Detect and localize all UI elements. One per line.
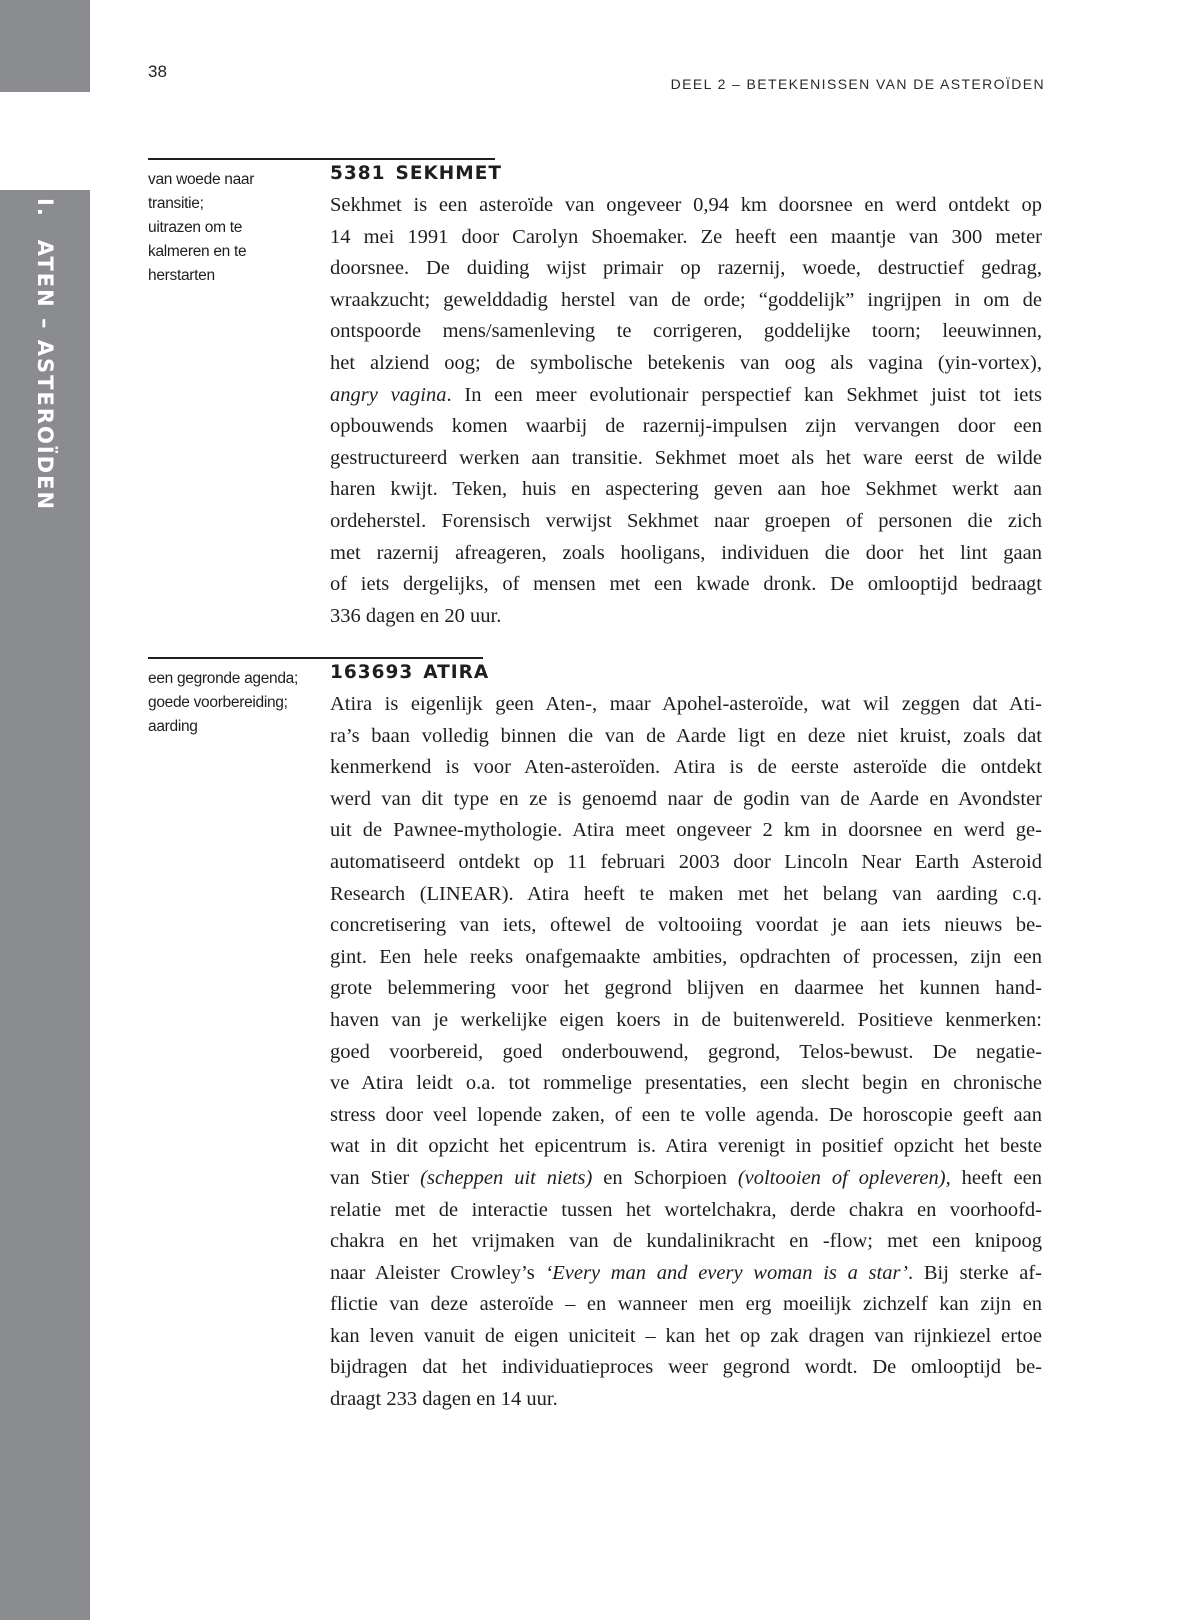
margin-note [148,667,308,739]
entry-divider [148,158,495,160]
chapter-side-tab [0,190,90,1620]
body-line: ve Atira leidt o.a. tot rommelige presentaties, een slecht begin en chronische [330,1072,1042,1095]
running-head: DEEL 2 – BETEKENISSEN VAN DE ASTEROÏDEN [670,76,1045,92]
entry-name: ATIRA [423,662,490,683]
body-line: haven van je werkelijke eigen koers in de buitenwereld. Positieve kenmerken: [330,1008,1042,1031]
body-line: uit de Pawnee-mythologie. Atira meet ongeveer 2 km in doorsnee en werd ge- [330,819,1042,842]
body-line: angry vagina. In een meer evolutionair perspectief kan Sekhmet juist tot iets [330,383,1043,406]
body-line: stress door veel lopende zaken, of een te volle agenda. De horoscopie geeft aan [330,1103,1042,1126]
entry-body [330,190,1042,632]
body-line: kan leven vanuit de eigen uniciteit – kan het op zak dragen van rijnkiezel ertoe [330,1324,1042,1347]
entry-title [330,661,1042,685]
entry-number: 5381 [330,163,386,184]
margin-note-line: herstarten [148,267,215,284]
body-line: Atira is eigenlijk geen Aten-, maar Apohel-asteroïde, wat wil zeggen dat Ati- [330,693,1042,715]
body-line: doorsnee. De duiding wijst primair op razernij, woede, destructief gedrag, [330,257,1042,280]
chapter-label: ATEN – ASTEROÏDEN [33,239,57,512]
body-line: concretisering van iets, oftewel de voltooiing voordat je aan iets nieuws be- [330,914,1042,937]
body-line: ra’s baan volledig binnen die van de Aarde ligt en deze niet kruist, zoals dat [330,724,1042,747]
body-line: kenmerkend is voor Aten-asteroïden. Atira is de eerste asteroïde die ontdekt [330,756,1042,779]
body-line: wat in dit opzicht het epicentrum is. Atira verenigt in positief opzicht het beste [330,1135,1042,1158]
margin-note-line: uitrazen om te [148,219,243,236]
margin-note-line: transitie; [148,195,204,212]
body-line: naar Aleister Crowley’s ‘Every man and every woman is a star’. Bij sterke af- [330,1261,1043,1284]
body-line: ordeherstel. Forensisch verwijst Sekhmet naar groepen of personen die zich [330,509,1042,532]
body-line: 336 dagen en 20 uur. [330,604,502,627]
body-line: grote belemmering voor het gegrond blijven en daarmee het kunnen hand- [330,977,1042,1000]
margin-note-line: een gegronde agenda; [148,670,299,687]
body-line: haren kwijt. Teken, huis en aspectering geven aan hoe Sekhmet werkt aan [330,478,1042,501]
body-line: relatie met de interactie tussen het wortelchakra, derde chakra en voorhoofd- [330,1198,1042,1221]
body-line: gint. Een hele reeks onafgemaakte ambities, opdrachten of processen, zijn een [330,945,1042,968]
entry-number: 163693 [330,662,414,683]
body-line: ontspoorde mens/samenleving te corrigeren, goddelijke toorn; leeuwinnen, [330,320,1042,343]
chapter-side-tab-text [33,190,57,511]
body-line: draagt 233 dagen en 14 uur. [330,1388,558,1411]
body-line: van Stier (scheppen uit niets) en Schorpioen (voltooien of opleveren), heeft een [330,1166,1042,1189]
entry-divider [148,657,483,659]
body-line: Sekhmet is een asteroïde van ongeveer 0,94 km doorsnee en werd ontdekt op [330,194,1042,216]
body-line: opbouwends komen waarbij de razernij-impulsen zijn vervangen door een [330,415,1042,438]
margin-note [148,168,308,288]
entry-title [330,162,1042,186]
entry-body [330,689,1042,1416]
margin-note-line: van woede naar [148,171,255,188]
margin-note-line: kalmeren en te [148,243,247,260]
body-line: flictie van deze asteroïde – en wanneer men erg moeilijk zichzelf kan zijn en [330,1293,1042,1316]
body-line: Research (LINEAR). Atira heeft te maken met het belang van aarding c.q. [330,882,1042,905]
margin-note-line: goede voorbereiding; [148,694,288,711]
body-line: gestructureerd werken aan transitie. Sekhmet moet als het ware eerst de wilde [330,446,1042,469]
body-line: 14 mei 1991 door Carolyn Shoemaker. Ze heeft een maantje van 300 meter [330,225,1042,248]
body-line: wraakzucht; gewelddadig herstel van de orde; “goddelijk” ingrijpen in om de [330,288,1042,311]
body-line: met razernij afreageren, zoals hooligans, individuen die door het lint gaan [330,541,1042,564]
body-line: goed voorbereid, goed onderbouwend, gegrond, Telos-bewust. De negatie- [330,1040,1042,1063]
entry-name: SEKHMET [395,163,502,184]
entry-main-column [330,162,1042,632]
header-tab-block [0,0,90,92]
body-line: chakra en het vrijmaken van de kundalinikracht en -flow; met een knipoog [330,1230,1042,1253]
body-line: automatiseerd ontdekt op 11 februari 2003 door Lincoln Near Earth Asteroid [330,850,1042,873]
body-line: het alziend oog; de symbolische betekenis van oog als vagina (yin-vortex), [330,351,1042,374]
body-line: bijdragen dat het individuatieproces weer gegrond wordt. De omlooptijd be- [330,1356,1042,1379]
body-line: of iets dergelijks, of mensen met een kwade dronk. De omlooptijd bedraagt [330,573,1042,596]
page-number: 38 [148,62,167,81]
margin-note-line: aarding [148,718,198,735]
body-line: werd van dit type en ze is genoemd naar de godin van de Aarde en Avondster [330,787,1042,810]
entry-main-column [330,661,1042,1416]
chapter-number: I. [33,198,57,218]
